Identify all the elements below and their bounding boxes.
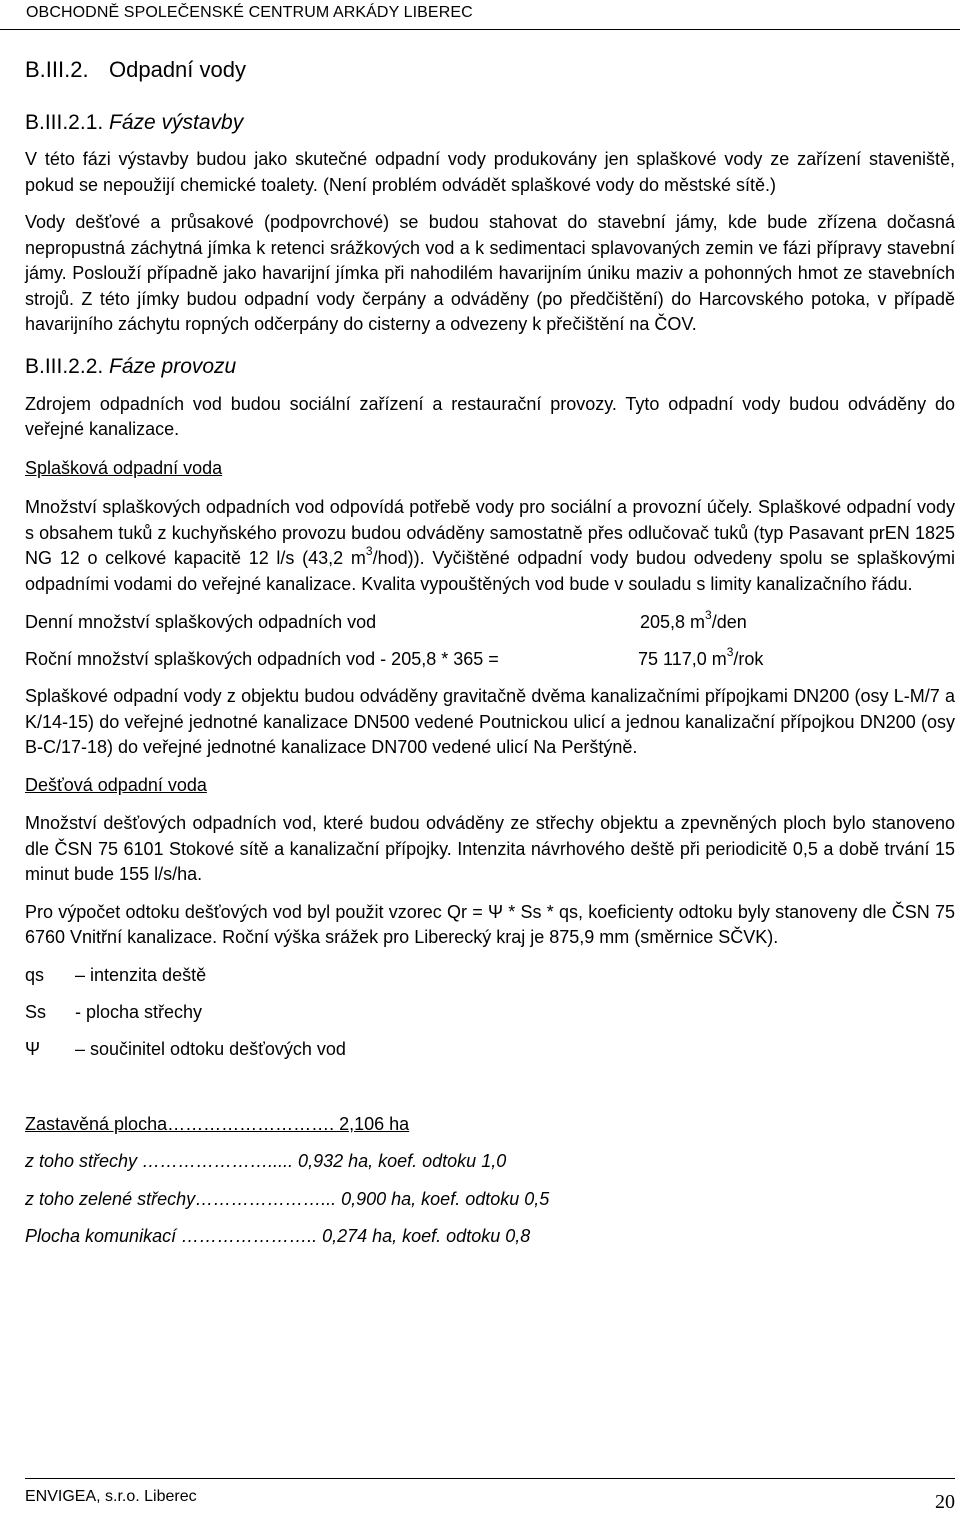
superscript: 3: [726, 645, 734, 659]
paragraph: Zdrojem odpadních vod budou sociální zařízení a restaurační provozy. Tyto odpadní vody budou odváděny do veřejné kanalizace.: [25, 393, 955, 439]
section-title: Odpadní vody: [109, 57, 246, 82]
unit: /den: [711, 612, 747, 632]
page-footer: [25, 1478, 955, 1512]
footer-company: ENVIGEA, s.r.o. Liberec: [25, 1488, 197, 1505]
text: Množství splaškových odpadních vod odpovídá potřebě vody pro sociální a provozní účely. Splaškové odpadní vody s obsahem tuků z kuchyňského provozu budou odváděny samostatně přes odlučovač tuků (typ Pasavant prEN 1825 NG 12 o celkové kapacitě 12 l/s (43,2 m: [25, 497, 955, 568]
paragraph: Množství dešťových odpadních vod, které budou odváděny ze střechy objektu a zpevněných ploch bylo stanoveno dle ČSN 75 6101 Stokové sítě a kanalizační přípojky. Intenzita návrhového deště při periodicitě 0,5 a době trvání 15 minut bude 155 l/s/ha.: [25, 813, 955, 884]
daily-amount-label: Denní množství splaškových odpadních vod: [25, 612, 377, 632]
page-number: 20: [935, 1491, 955, 1513]
communication-area-line: Plocha komunikací ………………….. 0,274 ha, koef. odtoku 0,8: [25, 1226, 531, 1246]
yearly-amount-value: [638, 647, 763, 672]
legend-item: [25, 963, 955, 988]
subheading-destova: Dešťová odpadní voda: [25, 774, 207, 795]
legend-symbol: Ψ: [25, 1038, 41, 1059]
subsection-title-1: Fáze výstavby: [109, 111, 244, 134]
legend-text: - plocha střechy: [75, 1001, 203, 1022]
text: /hod)). Vyčištěné odpadní vody budou odvedeny spolu se splaškovými odpadními vodami do veřejné kanalizace. Kvalita vypouštěných vod bude v souladu s limity kanalizačního řádu.: [25, 548, 955, 594]
yearly-amount-row: [25, 647, 955, 672]
subsection-title-2: Fáze provozu: [109, 354, 237, 378]
section-heading: [25, 57, 955, 83]
unit: /rok: [733, 649, 764, 669]
daily-amount-value: [640, 610, 747, 635]
paragraph: Vody dešťové a průsakové (podpovrchové) se budou stahovat do stavební jámy, kde bude zřízena dočasná nepropustná záchytná jímka k retenci srážkových vod a k sedimentaci splavovaných zemin ve fázi přípravy stavební jámy. Poslouží případně jako havarijní jímka při nahodilém havarijním úniku maziv a pohonných hmot ze stavebních strojů. Z této jímky budou odpadní vody čerpány a odváděny (po předčištění) do Harcovského potoka, v případě havarijního záchytu ropných odčerpány do cisterny a odvezeny k přečištění na ČOV.: [25, 212, 955, 334]
subsection-heading-1: [25, 111, 955, 135]
paragraph: V této fázi výstavby budou jako skutečné odpadní vody produkovány jen splaškové vody ze zařízení staveniště, pokud se nepoužijí chemické toalety. (Není problém odvádět splaškové vody do městské sítě.): [25, 149, 955, 195]
superscript: 3: [705, 608, 712, 622]
superscript: 3: [365, 544, 373, 558]
section-number: B.III.2.: [25, 57, 89, 82]
legend-text: – intenzita deště: [75, 964, 207, 985]
document-body: [25, 57, 955, 1250]
header-title: OBCHODNĚ SPOLEČENSKÉ CENTRUM ARKÁDY LIBEREC: [26, 4, 473, 21]
subsection-heading-2: [25, 355, 955, 379]
page-header: [0, 0, 960, 30]
paragraph: [25, 495, 955, 597]
daily-amount-row: [25, 610, 955, 635]
roof-area-line: z toho střechy …………………..... 0,932 ha, koef. odtoku 1,0: [25, 1151, 507, 1171]
subsection-number-2: B.III.2.2.: [25, 354, 104, 378]
value: 205,8 m: [640, 612, 706, 632]
paragraph: Splaškové odpadní vody z objektu budou odváděny gravitačně dvěma kanalizačními přípojkami DN200 (osy L-M/7 a K/14-15) do veřejné jednotné kanalizace DN500 vedené Poutnickou ulicí a jednou kanalizační přípojkou DN200 (osy B-C/17-18) do veřejné jednotné kanalizace DN700 vedené ulicí Na Perštýně.: [25, 686, 955, 757]
built-area-line: Zastavěná plocha………………………. 2,106 ha: [25, 1113, 410, 1134]
paragraph: Pro výpočet odtoku dešťových vod byl použit vzorec Qr = Ψ * Ss * qs, koeficienty odtoku byly stanoveny dle ČSN 75 6760 Vnitřní kanalizace. Roční výška srážek pro Liberecký kraj je 875,9 mm (směrnice SČVK).: [25, 901, 955, 947]
legend-item: [25, 1037, 955, 1062]
value: 75 117,0 m: [638, 649, 727, 669]
yearly-amount-label: Roční množství splaškových odpadních vod - 205,8 * 365 =: [25, 649, 499, 669]
legend-text: – součinitel odtoku dešťových vod: [75, 1038, 346, 1059]
legend-symbol: Ss: [25, 1001, 47, 1022]
subsection-number-1: B.III.2.1.: [25, 111, 104, 134]
legend-symbol: qs: [25, 964, 45, 985]
green-roof-area-line: z toho zelené střechy…………………... 0,900 ha, koef. odtoku 0,5: [25, 1188, 550, 1209]
subheading-splaskova: Splašková odpadní voda: [25, 457, 223, 478]
legend-item: [25, 1000, 955, 1025]
